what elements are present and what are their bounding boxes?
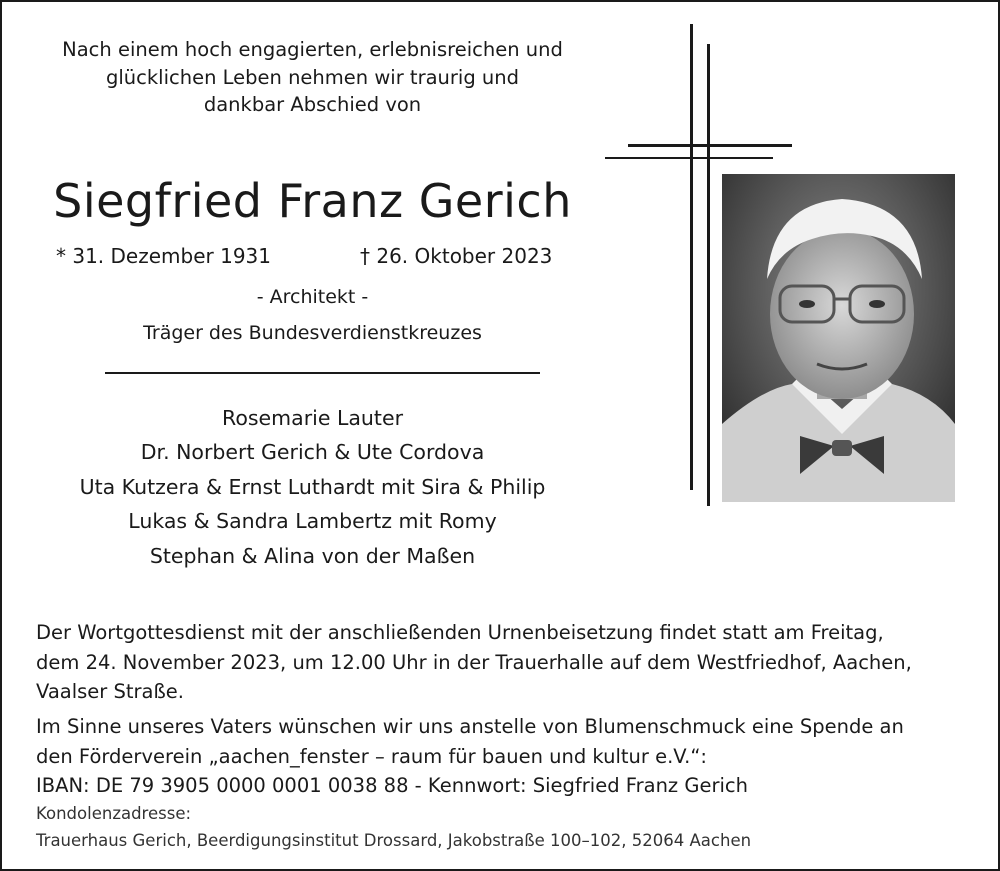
- family-member: Dr. Norbert Gerich & Ute Cordova: [140, 440, 485, 465]
- cross-icon-horizontal: [628, 144, 792, 147]
- death-date: † 26. Oktober 2023: [360, 244, 553, 268]
- donation-line: IBAN: DE 79 3905 0000 0001 0038 88 - Kennwort: Siegfried Franz Gerich: [36, 774, 748, 797]
- intro-text: [20, 36, 605, 119]
- family-list: [20, 401, 605, 573]
- birth-date: * 31. Dezember 1931: [56, 244, 271, 268]
- condolence-address: Trauerhaus Gerich, Beerdigungsinstitut Drossard, Jakobstraße 100–102, 52064 Aachen: [36, 831, 752, 850]
- intro-line: Nach einem hoch engagierten, erlebnisreichen und: [62, 38, 563, 61]
- family-member: Uta Kutzera & Ernst Luthardt mit Sira & Philip: [79, 474, 546, 499]
- intro-line: dankbar Abschied von: [203, 93, 422, 116]
- deceased-name: Siegfried Franz Gerich: [53, 174, 572, 228]
- service-line: Vaalser Straße.: [36, 680, 184, 703]
- donation-info: [36, 712, 976, 801]
- intro-line: glücklichen Leben nehmen wir traurig und: [105, 65, 519, 89]
- cross-icon-vertical-2: [707, 44, 710, 506]
- award: Träger des Bundesverdienstkreuzes: [143, 322, 482, 344]
- family-member: Rosemarie Lauter: [222, 406, 403, 430]
- divider-line: [105, 372, 540, 374]
- portrait-illustration: [722, 174, 955, 502]
- condolence-label: Kondolenzadresse:: [36, 804, 192, 823]
- cross-icon-vertical: [690, 24, 693, 490]
- donation-line: Im Sinne unseres Vaters wünschen wir uns anstelle von Blumenschmuck eine Spende an: [36, 715, 904, 738]
- cross-icon-horizontal-2: [605, 157, 773, 159]
- service-info: [36, 618, 976, 707]
- profession: - Architekt -: [256, 286, 369, 308]
- portrait-photo: [722, 174, 955, 502]
- family-member: Stephan & Alina von der Maßen: [149, 543, 476, 568]
- donation-line: den Förderverein „aachen_fenster – raum für bauen und kultur e.V.“:: [36, 744, 707, 768]
- service-line: Der Wortgottesdienst mit der anschließenden Urnenbeisetzung findet statt am Freitag,: [36, 621, 884, 644]
- service-line: dem 24. November 2023, um 12.00 Uhr in der Trauerhalle auf dem Westfriedhof, Aachen,: [36, 650, 912, 674]
- family-member: Lukas & Sandra Lambertz mit Romy: [128, 509, 497, 534]
